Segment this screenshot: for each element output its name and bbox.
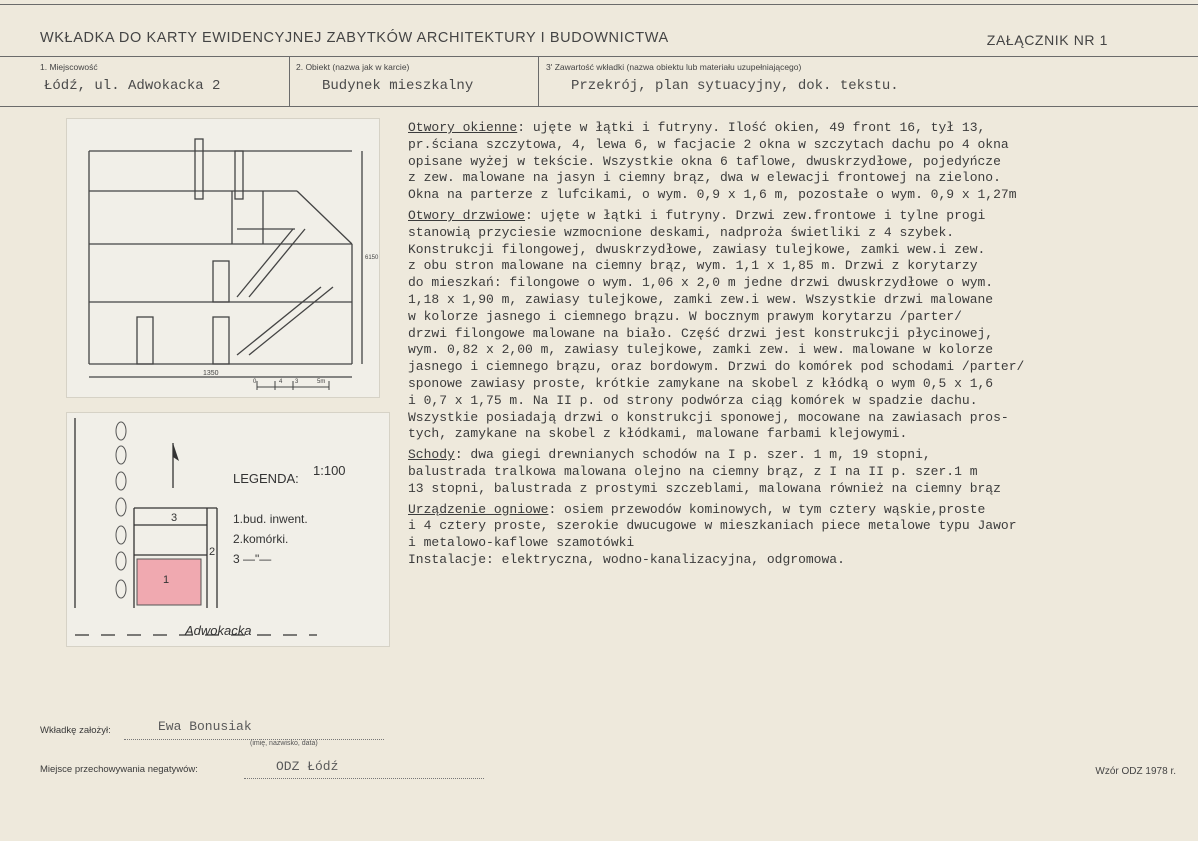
- windows-title: Otwory okienne: [408, 120, 518, 135]
- location-label: 1. Miejscowość: [40, 62, 98, 72]
- text-line: Wszystkie posiadają drzwi o konstrukcji sponowej, mocowane na zawiasach pros-: [408, 409, 1009, 425]
- content-value: Przekrój, plan sytuacyjny, dok. tekstu.: [571, 78, 899, 94]
- fire-paragraph: [408, 502, 1198, 569]
- scale-tick: 5m: [317, 379, 326, 385]
- scale-tick: 3: [295, 379, 299, 385]
- text-line: jasnego i ciemnego brązu, oraz bordowym. Drzwi do komórek pod schodami /parter/: [408, 359, 1025, 375]
- storage-value: ODZ Łódź: [276, 759, 339, 774]
- field-row-divider: [0, 106, 1198, 107]
- stairs-paragraph: [408, 447, 1198, 497]
- stairs-title: Schody: [408, 447, 455, 463]
- text-line: i 4 cztery proste, szerokie dwucugowe w mieszkaniach piece metalowe typu Jawor: [408, 518, 1017, 534]
- text-line: Konstrukcji filongowej, dwuskrzydłowe, zawiasy tulejkowe, zamki wew.i zew.: [408, 241, 986, 257]
- plan-scale: 1:100: [313, 463, 346, 478]
- install-line: Instalacje: elektryczna, wodno-kanalizacyjna, odgromowa.: [408, 551, 845, 567]
- storage-line: [244, 777, 484, 779]
- text-line: wym. 0,82 x 2,00 m, zawiasy tulejkowe, zamki zew. i wew. malowane w kolorze: [408, 342, 994, 358]
- text-line: drzwi filongowe malowane na biało. Część drzwi jest konstrukcji płycinowej,: [408, 325, 994, 341]
- legend-item: 3 —"—: [233, 552, 272, 566]
- top-border: [0, 4, 1198, 5]
- location-value: Łódź, ul. Adwokacka 2: [44, 78, 221, 94]
- doors-paragraph: [408, 208, 1198, 443]
- text-line: Okna na parterze z lufcikami, o wym. 0,9 x 1,6 m, pozostałe o wym. 0,9 x 1,27m: [408, 187, 1017, 203]
- legend-item: 1.bud. inwent.: [233, 512, 308, 526]
- scale-tick: 0: [253, 379, 257, 385]
- plot-label: 2: [209, 546, 216, 558]
- template-version: Wzór ODZ 1978 r.: [1095, 766, 1176, 777]
- text-line: do mieszkań: filongowe o wym. 1,06 x 2,0 m jedne drzwi dwuskrzydłowe o wym.: [408, 275, 994, 291]
- text-line: opisane wyżej w tekście. Wszystkie okna 6 taflowe, dwuskrzydłowe, pojedyńcze: [408, 153, 1001, 169]
- text-line: 13 stopni, balustrada z prostymi szczeblami, malowana również na ciemny brąz: [408, 480, 1001, 496]
- legend-item: 2.komórki.: [233, 532, 289, 546]
- field-divider: [538, 56, 539, 106]
- header-divider: [0, 56, 1198, 57]
- site-plan-drawing: [67, 413, 389, 646]
- storage-label: Miejsce przechowywania negatywów:: [40, 764, 198, 775]
- text-line: 1,18 x 1,90 m, zawiasy tulejkowe, zamki zew.i wew. Wszystkie drzwi malowane: [408, 291, 994, 307]
- scale-tick: 4: [279, 379, 283, 385]
- object-value: Budynek mieszkalny: [322, 78, 474, 94]
- field-divider: [289, 56, 290, 106]
- windows-paragraph: [408, 120, 1198, 204]
- cross-section-drawing: [67, 119, 379, 397]
- author-value: Ewa Bonusiak: [158, 719, 252, 734]
- text-line: stanowią przyciesie wzmocnione deskami, nadproża świetliki z 4 szybek.: [408, 224, 955, 240]
- text-line: i metalowo-kaflowe szamotówki: [408, 535, 635, 551]
- site-plan-photo: [66, 412, 390, 647]
- text-line: i 0,7 x 1,75 m. Na II p. od strony podwórza ciąg komórek w spadzie dachu.: [408, 392, 978, 408]
- card-title: WKŁADKA DO KARTY EWIDENCYJNEJ ZABYTKÓW ARCHITEKTURY I BUDOWNICTWA: [40, 30, 669, 46]
- text-line: z zew. malowane na jasyn i ciemny brąz, dwa w elewacji frontowej na zielono.: [408, 170, 1001, 186]
- text-line: tych, zamykane na skobel z kłódkami, malowane farbami klejowymi.: [408, 426, 908, 442]
- plot-label: 1: [163, 574, 170, 586]
- text-line: balustrada tralkowa malowana olejno na ciemny brąz, z I na II p. szer.1 m: [408, 463, 978, 479]
- text-line: : ujęte w łątki i futryny. Ilość okien, 49 front 16, tył 13,: [517, 120, 986, 135]
- fire-title: Urządzenie ogniowe: [408, 501, 549, 517]
- text-line: sponowe zawiasy proste, krótkie zamykane na skobel z kłódką o wym 0,5 x 1,6: [408, 375, 994, 391]
- content-label: 3' Zawartość wkładki (nazwa obiektu lub materiału uzupełniającego): [546, 62, 802, 72]
- text-line: pr.ściana szczytowa, 4, lewa 6, w facjacie 2 okna w szczytach dachu po 4 okna: [408, 136, 1009, 152]
- object-label: 2. Obiekt (nazwa jak w karcie): [296, 62, 410, 72]
- street-name: Adwokacka: [185, 623, 252, 638]
- text-line: : osiem przewodów kominowych, w tym cztery wąskie,proste: [548, 501, 986, 517]
- section-height-dim: 6150: [365, 255, 379, 261]
- plot-label: 3: [171, 512, 178, 524]
- text-line: : ujęte w łątki i futryny. Drzwi zew.frontowe i tylne progi: [525, 207, 986, 223]
- doors-title: Otwory drzwiowe: [408, 207, 526, 223]
- author-label: Wkładkę założył:: [40, 725, 111, 736]
- legend-title: LEGENDA:: [233, 471, 299, 486]
- description-text: [408, 120, 1198, 585]
- text-line: z obu stron malowane na ciemny brąz, wym. 1,1 x 1,85 m. Drzwi z korytarzy: [408, 258, 978, 274]
- author-hint: (imię, nazwisko, data): [250, 740, 318, 747]
- text-line: w kolorze jasnego i ciemnego brązu. W bocznym prawym korytarzu /parter/: [408, 308, 962, 324]
- annex-number: ZAŁĄCZNIK NR 1: [986, 32, 1108, 48]
- section-width-dim: 1350: [203, 370, 219, 377]
- cross-section-photo: [66, 118, 380, 398]
- text-line: : dwa giegi drewnianych schodów na I p. szer. 1 m, 19 stopni,: [454, 447, 931, 463]
